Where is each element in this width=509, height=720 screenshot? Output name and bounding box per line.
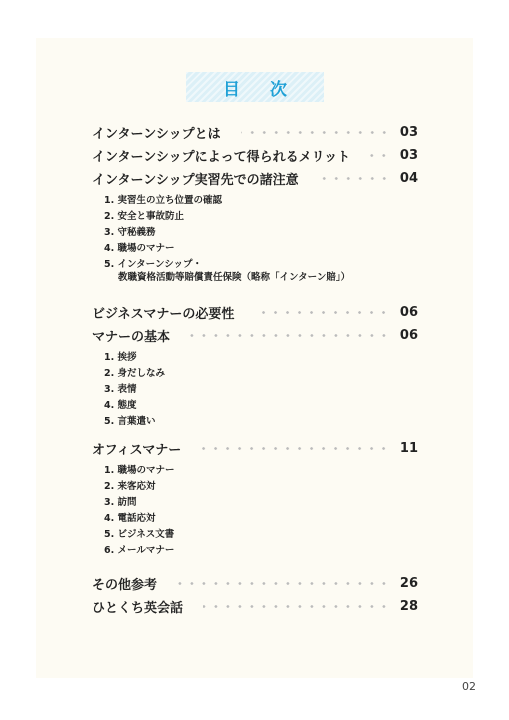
toc-subitem: 3. 表情 [104,384,137,395]
toc-entry-business-manner-necessity[interactable] [92,303,418,321]
dot-leader [241,131,390,134]
toc-entry-other-references[interactable] [92,574,418,592]
dot-leader [190,334,390,337]
page-folio: 02 [462,680,476,693]
toc-subitem: 4. 態度 [104,400,137,411]
toc-page-number: 06 [399,327,418,343]
toc-page-number: 04 [399,170,418,186]
toc-entry-label: インターンシップによって得られるメリット [92,149,351,165]
dot-leader [201,447,390,450]
toc-subitem: 2. 来客応対 [104,481,156,492]
dot-leader [319,177,390,180]
toc-subitem: 1. 挨拶 [104,352,137,363]
toc-entry-internship-merits[interactable] [92,146,418,164]
toc-title-band [186,72,324,102]
toc-entry-label: その他参考 [92,577,158,593]
toc-subitem: 6. メールマナー [104,545,175,556]
toc-title: 目 次 [223,79,299,100]
toc-page-number: 03 [399,124,418,140]
toc-entry-english-conversation[interactable] [92,597,418,615]
toc-page-number: 28 [399,598,418,614]
toc-subitem: 2. 安全と事故防止 [104,211,185,222]
toc-entry-internship-precautions[interactable] [92,169,418,187]
toc-entry-label: マナーの基本 [92,329,171,345]
toc-entry-label: インターンシップとは [92,126,221,142]
toc-page-number: 03 [399,147,418,163]
toc-entry-label: オフィスマナー [92,442,182,458]
dot-leader [177,582,390,585]
dot-leader [370,154,390,157]
toc-entry-manner-basics[interactable] [92,326,418,344]
toc-subitem: 5. インターンシップ・ [104,259,203,270]
toc-entry-internship-about[interactable] [92,123,418,141]
toc-entry-office-manner[interactable] [92,439,418,457]
toc-entry-label: ビジネスマナーの必要性 [92,306,235,322]
toc-entry-label: ひとくち英会話 [92,600,184,616]
toc-subitem: 3. 訪問 [104,497,137,508]
toc-page-number: 26 [399,575,418,591]
toc-page-number: 06 [399,304,418,320]
toc-subitem: 2. 身だしなみ [104,368,166,379]
toc-page-number: 11 [399,440,418,456]
toc-entry-label: インターンシップ実習先での諸注意 [92,172,299,188]
toc-subitem-continuation: 教職資格活動等賠償責任保険（略称「インターン賠」） [118,272,351,283]
dot-leader [254,311,390,314]
toc-subitem: 5. 言葉遣い [104,416,156,427]
toc-subitem: 1. 実習生の立ち位置の確認 [104,195,223,206]
dot-leader [203,605,390,608]
toc-subitem: 5. ビジネス文書 [104,529,175,540]
toc-subitem: 3. 守秘義務 [104,227,156,238]
toc-subitem: 1. 職場のマナー [104,465,175,476]
toc-subitem: 4. 電話応対 [104,513,156,524]
toc-subitem: 4. 職場のマナー [104,243,175,254]
